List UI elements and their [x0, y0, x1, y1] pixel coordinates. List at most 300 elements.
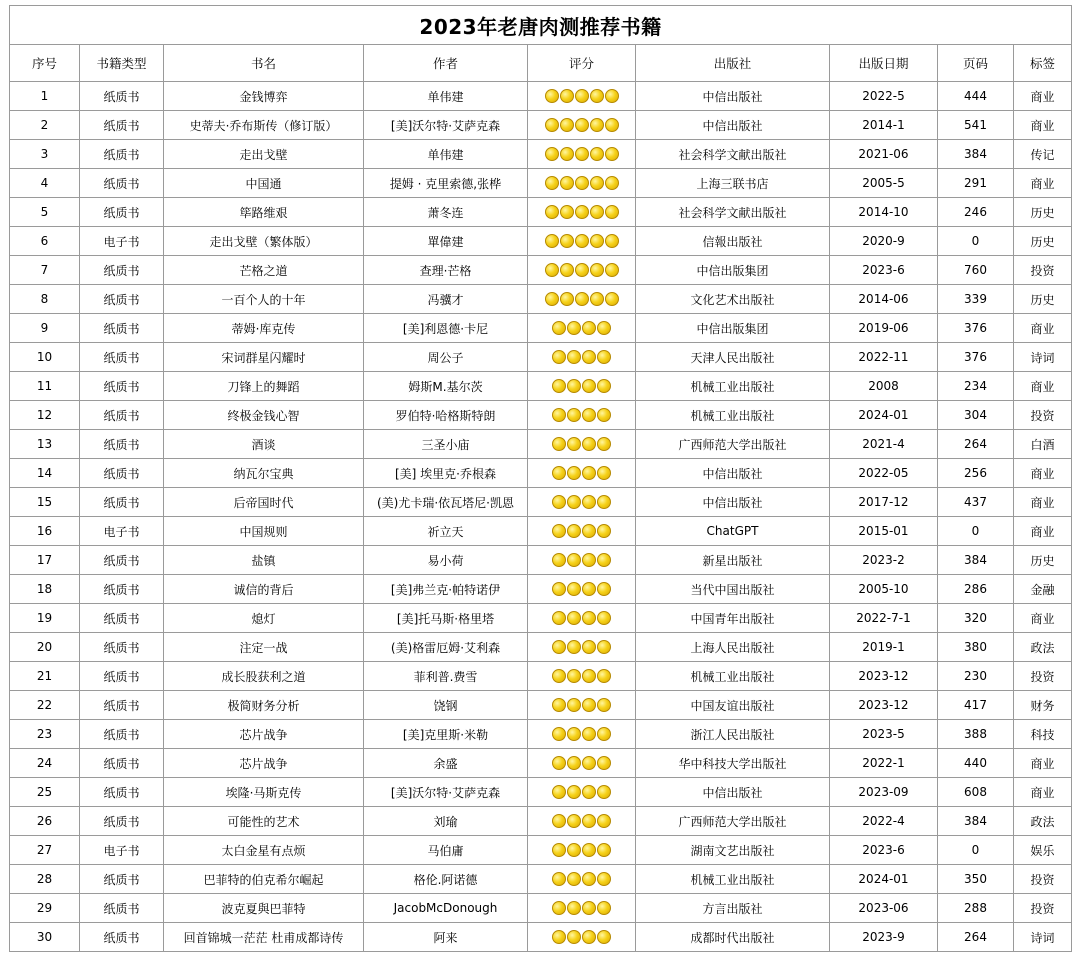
gold-coin-icon — [567, 698, 581, 712]
publish-date: 2023-09 — [830, 778, 938, 807]
gold-coin-icon — [582, 321, 596, 335]
book-type: 纸质书 — [80, 546, 164, 575]
book-rating — [528, 198, 636, 227]
rating-coins — [552, 582, 611, 596]
rating-coins — [545, 118, 619, 132]
book-tag: 历史 — [1014, 227, 1072, 256]
book-publisher: 浙江人民出版社 — [636, 720, 830, 749]
gold-coin-icon — [590, 263, 604, 277]
book-author: 姆斯M.基尔茨 — [364, 372, 528, 401]
publish-date: 2023-6 — [830, 256, 938, 285]
gold-coin-icon — [567, 408, 581, 422]
book-tag: 商业 — [1014, 459, 1072, 488]
book-type: 纸质书 — [80, 256, 164, 285]
gold-coin-icon — [582, 930, 596, 944]
row-number: 22 — [10, 691, 80, 720]
gold-coin-icon — [560, 118, 574, 132]
gold-coin-icon — [575, 263, 589, 277]
page-count: 264 — [938, 923, 1014, 952]
book-title: 诚信的背后 — [164, 575, 364, 604]
gold-coin-icon — [567, 814, 581, 828]
gold-coin-icon — [567, 611, 581, 625]
book-tag: 商业 — [1014, 169, 1072, 198]
book-type: 电子书 — [80, 836, 164, 865]
book-rating — [528, 517, 636, 546]
table-row — [10, 720, 1072, 749]
gold-coin-icon — [552, 727, 566, 741]
gold-coin-icon — [590, 234, 604, 248]
book-type: 纸质书 — [80, 430, 164, 459]
table-row — [10, 517, 1072, 546]
book-type: 纸质书 — [80, 111, 164, 140]
gold-coin-icon — [552, 756, 566, 770]
page-count: 304 — [938, 401, 1014, 430]
rating-coins — [552, 843, 611, 857]
gold-coin-icon — [567, 843, 581, 857]
book-type: 纸质书 — [80, 488, 164, 517]
book-tag: 历史 — [1014, 546, 1072, 575]
row-number: 16 — [10, 517, 80, 546]
publish-date: 2023-12 — [830, 691, 938, 720]
gold-coin-icon — [552, 930, 566, 944]
book-author: JacobMcDonough — [364, 894, 528, 923]
book-author: (美)尤卡瑞·依瓦塔尼·凯恩 — [364, 488, 528, 517]
column-header-title: 书名 — [164, 45, 364, 82]
row-number: 6 — [10, 227, 80, 256]
gold-coin-icon — [567, 669, 581, 683]
row-number: 19 — [10, 604, 80, 633]
book-publisher: 中信出版社 — [636, 778, 830, 807]
table-row — [10, 227, 1072, 256]
row-number: 15 — [10, 488, 80, 517]
book-author: 萧冬连 — [364, 198, 528, 227]
gold-coin-icon — [582, 350, 596, 364]
rating-coins — [552, 698, 611, 712]
gold-coin-icon — [552, 379, 566, 393]
publish-date: 2008 — [830, 372, 938, 401]
table-row — [10, 749, 1072, 778]
column-header-rating: 评分 — [528, 45, 636, 82]
book-type: 纸质书 — [80, 343, 164, 372]
book-rating — [528, 401, 636, 430]
book-publisher: 机械工业出版社 — [636, 662, 830, 691]
rating-coins — [545, 147, 619, 161]
book-title: 中国通 — [164, 169, 364, 198]
rating-coins — [545, 176, 619, 190]
gold-coin-icon — [590, 118, 604, 132]
gold-coin-icon — [597, 611, 611, 625]
rating-coins — [545, 234, 619, 248]
row-number: 9 — [10, 314, 80, 343]
rating-coins — [552, 814, 611, 828]
gold-coin-icon — [590, 89, 604, 103]
book-author: 易小荷 — [364, 546, 528, 575]
rating-coins — [552, 437, 611, 451]
gold-coin-icon — [582, 843, 596, 857]
gold-coin-icon — [597, 930, 611, 944]
row-number: 26 — [10, 807, 80, 836]
column-header-author: 作者 — [364, 45, 528, 82]
page-count: 256 — [938, 459, 1014, 488]
page-count: 291 — [938, 169, 1014, 198]
row-number: 11 — [10, 372, 80, 401]
gold-coin-icon — [567, 553, 581, 567]
row-number: 7 — [10, 256, 80, 285]
page-count: 246 — [938, 198, 1014, 227]
book-publisher: 广西师范大学出版社 — [636, 807, 830, 836]
gold-coin-icon — [582, 872, 596, 886]
book-author: [美]托马斯·格里塔 — [364, 604, 528, 633]
rating-coins — [552, 379, 611, 393]
gold-coin-icon — [545, 89, 559, 103]
book-rating — [528, 633, 636, 662]
gold-coin-icon — [552, 669, 566, 683]
gold-coin-icon — [597, 524, 611, 538]
gold-coin-icon — [582, 669, 596, 683]
book-publisher: 新星出版社 — [636, 546, 830, 575]
page-count: 384 — [938, 546, 1014, 575]
book-tag: 投资 — [1014, 894, 1072, 923]
publish-date: 2022-7-1 — [830, 604, 938, 633]
gold-coin-icon — [575, 234, 589, 248]
gold-coin-icon — [575, 118, 589, 132]
book-rating — [528, 111, 636, 140]
gold-coin-icon — [605, 147, 619, 161]
book-author: 菲利普.费雪 — [364, 662, 528, 691]
gold-coin-icon — [552, 814, 566, 828]
book-publisher: 信報出版社 — [636, 227, 830, 256]
book-table — [9, 5, 1072, 952]
gold-coin-icon — [552, 640, 566, 654]
book-author: 提姆 · 克里索德,张桦 — [364, 169, 528, 198]
page-count: 384 — [938, 807, 1014, 836]
page-count: 760 — [938, 256, 1014, 285]
book-publisher: 机械工业出版社 — [636, 401, 830, 430]
rating-coins — [552, 785, 611, 799]
book-publisher: 社会科学文献出版社 — [636, 198, 830, 227]
gold-coin-icon — [605, 118, 619, 132]
book-title: 太白金星有点烦 — [164, 836, 364, 865]
rating-coins — [552, 640, 611, 654]
book-tag: 传记 — [1014, 140, 1072, 169]
book-tag: 投资 — [1014, 865, 1072, 894]
book-tag: 诗词 — [1014, 923, 1072, 952]
book-rating — [528, 459, 636, 488]
gold-coin-icon — [597, 901, 611, 915]
book-publisher: 文化艺术出版社 — [636, 285, 830, 314]
gold-coin-icon — [605, 234, 619, 248]
book-title: 走出戈壁（繁体版） — [164, 227, 364, 256]
book-title: 熄灯 — [164, 604, 364, 633]
column-header-tag: 标签 — [1014, 45, 1072, 82]
book-type: 电子书 — [80, 227, 164, 256]
table-row — [10, 575, 1072, 604]
row-number: 21 — [10, 662, 80, 691]
gold-coin-icon — [545, 147, 559, 161]
book-rating — [528, 169, 636, 198]
table-row — [10, 923, 1072, 952]
gold-coin-icon — [552, 785, 566, 799]
book-tag: 商业 — [1014, 517, 1072, 546]
row-number: 10 — [10, 343, 80, 372]
gold-coin-icon — [582, 756, 596, 770]
gold-coin-icon — [552, 872, 566, 886]
book-publisher: 社会科学文献出版社 — [636, 140, 830, 169]
table-row — [10, 894, 1072, 923]
book-title: 后帝国时代 — [164, 488, 364, 517]
gold-coin-icon — [567, 321, 581, 335]
book-title: 金钱博弈 — [164, 82, 364, 111]
gold-coin-icon — [597, 408, 611, 422]
header-row — [10, 45, 1072, 82]
gold-coin-icon — [597, 553, 611, 567]
book-type: 纸质书 — [80, 807, 164, 836]
book-tag: 历史 — [1014, 285, 1072, 314]
gold-coin-icon — [590, 205, 604, 219]
book-rating — [528, 662, 636, 691]
book-rating — [528, 343, 636, 372]
page-count: 350 — [938, 865, 1014, 894]
book-title: 盐镇 — [164, 546, 364, 575]
book-tag: 商业 — [1014, 314, 1072, 343]
page-count: 0 — [938, 517, 1014, 546]
gold-coin-icon — [575, 292, 589, 306]
book-author: 阿来 — [364, 923, 528, 952]
book-type: 纸质书 — [80, 604, 164, 633]
book-tag: 商业 — [1014, 749, 1072, 778]
gold-coin-icon — [560, 147, 574, 161]
gold-coin-icon — [552, 524, 566, 538]
book-type: 纸质书 — [80, 633, 164, 662]
table-row — [10, 662, 1072, 691]
publish-date: 2021-4 — [830, 430, 938, 459]
book-type: 纸质书 — [80, 82, 164, 111]
book-title: 筚路维艰 — [164, 198, 364, 227]
book-author: 刘瑜 — [364, 807, 528, 836]
book-rating — [528, 923, 636, 952]
book-title: 芒格之道 — [164, 256, 364, 285]
gold-coin-icon — [567, 379, 581, 393]
gold-coin-icon — [582, 698, 596, 712]
table-row — [10, 343, 1072, 372]
book-title: 中国规则 — [164, 517, 364, 546]
page-count: 388 — [938, 720, 1014, 749]
gold-coin-icon — [605, 89, 619, 103]
book-author: 格伦.阿诺德 — [364, 865, 528, 894]
publish-date: 2005-10 — [830, 575, 938, 604]
book-author: (美)格雷厄姆·艾利森 — [364, 633, 528, 662]
rating-coins — [545, 263, 619, 277]
gold-coin-icon — [567, 756, 581, 770]
gold-coin-icon — [560, 263, 574, 277]
page-count: 264 — [938, 430, 1014, 459]
book-author: [美]沃尔特·艾萨克森 — [364, 111, 528, 140]
publish-date: 2022-5 — [830, 82, 938, 111]
gold-coin-icon — [552, 698, 566, 712]
gold-coin-icon — [582, 524, 596, 538]
gold-coin-icon — [605, 263, 619, 277]
book-publisher: 中国友谊出版社 — [636, 691, 830, 720]
gold-coin-icon — [567, 785, 581, 799]
book-title: 芯片战争 — [164, 749, 364, 778]
gold-coin-icon — [552, 408, 566, 422]
page-count: 608 — [938, 778, 1014, 807]
book-publisher: 中信出版社 — [636, 488, 830, 517]
gold-coin-icon — [560, 205, 574, 219]
book-tag: 商业 — [1014, 111, 1072, 140]
book-tag: 财务 — [1014, 691, 1072, 720]
rating-coins — [552, 466, 611, 480]
column-header-date: 出版日期 — [830, 45, 938, 82]
book-type: 纸质书 — [80, 691, 164, 720]
publish-date: 2014-10 — [830, 198, 938, 227]
book-rating — [528, 227, 636, 256]
gold-coin-icon — [597, 495, 611, 509]
book-title: 成长股获利之道 — [164, 662, 364, 691]
book-type: 纸质书 — [80, 198, 164, 227]
rating-coins — [552, 524, 611, 538]
table-row — [10, 546, 1072, 575]
gold-coin-icon — [582, 640, 596, 654]
book-tag: 商业 — [1014, 488, 1072, 517]
page-count: 286 — [938, 575, 1014, 604]
book-author: 余盛 — [364, 749, 528, 778]
gold-coin-icon — [575, 147, 589, 161]
gold-coin-icon — [582, 379, 596, 393]
rating-coins — [545, 292, 619, 306]
book-title: 波克夏與巴菲特 — [164, 894, 364, 923]
row-number: 27 — [10, 836, 80, 865]
publish-date: 2024-01 — [830, 865, 938, 894]
book-author: [美]克里斯·米勒 — [364, 720, 528, 749]
row-number: 17 — [10, 546, 80, 575]
rating-coins — [552, 495, 611, 509]
publish-date: 2005-5 — [830, 169, 938, 198]
book-rating — [528, 865, 636, 894]
publish-date: 2022-4 — [830, 807, 938, 836]
book-author: 饶钢 — [364, 691, 528, 720]
book-title: 回首锦城一茫茫 杜甫成都诗传 — [164, 923, 364, 952]
gold-coin-icon — [597, 756, 611, 770]
book-type: 纸质书 — [80, 575, 164, 604]
book-type: 纸质书 — [80, 865, 164, 894]
publish-date: 2022-1 — [830, 749, 938, 778]
table-row — [10, 285, 1072, 314]
table-row — [10, 865, 1072, 894]
book-rating — [528, 140, 636, 169]
gold-coin-icon — [567, 582, 581, 596]
book-publisher: 湖南文艺出版社 — [636, 836, 830, 865]
book-rating — [528, 836, 636, 865]
gold-coin-icon — [552, 437, 566, 451]
gold-coin-icon — [597, 466, 611, 480]
page-count: 541 — [938, 111, 1014, 140]
publish-date: 2019-06 — [830, 314, 938, 343]
book-author: [美]利恩德·卡尼 — [364, 314, 528, 343]
table-row — [10, 401, 1072, 430]
rating-coins — [545, 89, 619, 103]
book-type: 纸质书 — [80, 662, 164, 691]
publish-date: 2014-06 — [830, 285, 938, 314]
column-header-pages: 页码 — [938, 45, 1014, 82]
page-count: 437 — [938, 488, 1014, 517]
rating-coins — [552, 408, 611, 422]
row-number: 29 — [10, 894, 80, 923]
page-count: 380 — [938, 633, 1014, 662]
book-type: 纸质书 — [80, 894, 164, 923]
book-publisher: 机械工业出版社 — [636, 372, 830, 401]
gold-coin-icon — [582, 553, 596, 567]
book-author: 周公子 — [364, 343, 528, 372]
page-count: 320 — [938, 604, 1014, 633]
publish-date: 2023-6 — [830, 836, 938, 865]
book-publisher: 中信出版集团 — [636, 314, 830, 343]
book-tag: 商业 — [1014, 604, 1072, 633]
book-publisher: 中信出版社 — [636, 82, 830, 111]
book-title: 走出戈壁 — [164, 140, 364, 169]
table-row — [10, 459, 1072, 488]
row-number: 4 — [10, 169, 80, 198]
book-author: [美]弗兰克·帕特诺伊 — [364, 575, 528, 604]
book-rating — [528, 372, 636, 401]
book-type: 纸质书 — [80, 140, 164, 169]
publish-date: 2023-2 — [830, 546, 938, 575]
gold-coin-icon — [597, 437, 611, 451]
row-number: 23 — [10, 720, 80, 749]
book-rating — [528, 778, 636, 807]
row-number: 24 — [10, 749, 80, 778]
table-row — [10, 691, 1072, 720]
book-type: 纸质书 — [80, 372, 164, 401]
rating-coins — [552, 872, 611, 886]
book-type: 纸质书 — [80, 778, 164, 807]
gold-coin-icon — [582, 785, 596, 799]
book-title: 酒谈 — [164, 430, 364, 459]
book-tag: 历史 — [1014, 198, 1072, 227]
book-publisher: 成都时代出版社 — [636, 923, 830, 952]
book-rating — [528, 488, 636, 517]
gold-coin-icon — [560, 234, 574, 248]
book-title: 巴菲特的伯克希尔崛起 — [164, 865, 364, 894]
gold-coin-icon — [575, 89, 589, 103]
gold-coin-icon — [567, 901, 581, 915]
book-publisher: 上海人民出版社 — [636, 633, 830, 662]
book-publisher: 中国青年出版社 — [636, 604, 830, 633]
book-title: 芯片战争 — [164, 720, 364, 749]
gold-coin-icon — [597, 379, 611, 393]
publish-date: 2022-11 — [830, 343, 938, 372]
column-header-no: 序号 — [10, 45, 80, 82]
gold-coin-icon — [590, 147, 604, 161]
row-number: 13 — [10, 430, 80, 459]
page-count: 0 — [938, 836, 1014, 865]
gold-coin-icon — [552, 466, 566, 480]
gold-coin-icon — [582, 408, 596, 422]
gold-coin-icon — [567, 640, 581, 654]
rating-coins — [552, 553, 611, 567]
book-author: 单伟建 — [364, 82, 528, 111]
publish-date: 2020-9 — [830, 227, 938, 256]
page-count: 444 — [938, 82, 1014, 111]
book-rating — [528, 691, 636, 720]
gold-coin-icon — [552, 843, 566, 857]
book-author: 三圣小庙 — [364, 430, 528, 459]
gold-coin-icon — [567, 350, 581, 364]
book-tag: 娱乐 — [1014, 836, 1072, 865]
rating-coins — [552, 727, 611, 741]
gold-coin-icon — [582, 466, 596, 480]
page-count: 376 — [938, 343, 1014, 372]
